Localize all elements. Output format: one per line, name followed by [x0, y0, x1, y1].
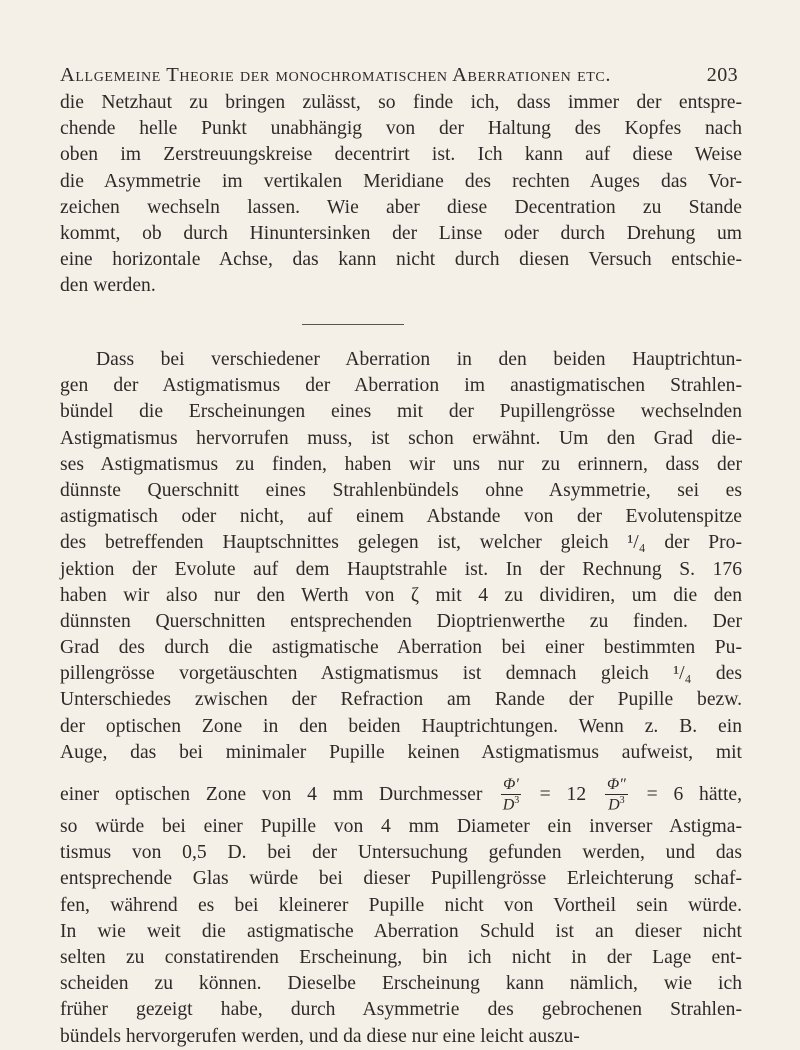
text-line: die Netzhaut zu bringen zulässt, so finde ich, dass immer der entspre- — [60, 92, 742, 113]
text-line: astigmatisch oder nicht, auf einem Abstande von der Evolutenspitze — [60, 506, 742, 528]
text-line: dünnste Querschnitt eines Strahlenbündels ohne Asymmetrie, sei es — [60, 479, 742, 501]
text-line: tismus von 0,5 D. bei der Untersuchung gefunden werden, und das — [60, 842, 742, 864]
text-line: ses Astigmatismus zu finden, haben wir uns nur zu erinnern, dass der — [60, 453, 742, 475]
fraction-phi-double-prime — [605, 777, 628, 813]
fraction-denominator: $D^3$ — [502, 795, 520, 814]
text-line: dünnsten Querschnitten entsprechenden Dioptrienwerthe zu finden. Der — [60, 610, 742, 632]
text-line: zeichen wechseln lassen. Wie aber diese Decentration zu Stande — [60, 196, 742, 218]
fraction-denominator: $D^3$ — [608, 795, 625, 814]
text-line: jektion der Evolute auf dem Hauptstrahle ist. In der Rechnung S. 176 — [60, 558, 742, 580]
fraction-numerator: Φ′ — [503, 776, 519, 794]
fraction-numerator: Φ″ — [606, 776, 626, 794]
text-line: so würde bei einer Pupille von 4 mm Diameter ein inverser Astigma- — [60, 816, 742, 837]
text-line: Unterschiedes zwischen der Refraction am Rande der Pupille bezw. — [60, 689, 742, 711]
text-line: scheiden zu können. Dieselbe Erscheinung kann nämlich, wie ich — [60, 973, 742, 995]
text-line: entsprechende Glas würde bei dieser Pupillengrösse Erleichterung schaf- — [60, 868, 742, 890]
text-line: fen, während es bei kleinerer Pupille nicht von Vortheil sein würde. — [60, 894, 742, 916]
text-line: den werden. — [60, 275, 156, 297]
text-line: früher gezeigt habe, durch Asymmetrie des gebrochenen Strahlen- — [60, 999, 742, 1021]
text-line: Dass bei verschiedener Aberration in den beiden Hauptrichtun- — [96, 349, 742, 370]
paragraph-1 — [60, 90, 742, 300]
running-head — [60, 64, 738, 87]
text-line: bündel die Erscheinungen eines mit der Pupillengrösse wechselnden — [60, 401, 742, 423]
text-line: des betreffenden Hauptschnittes gelegen ist, welcher gleich ¹/₄ der Pro- — [60, 532, 742, 554]
paragraph-2 — [60, 347, 742, 1050]
text-line: pillengrösse vorgetäuschten Astigmatismus ist demnach gleich ¹/₄ des — [60, 663, 742, 685]
text-line: Grad des durch die astigmatische Aberration bei einer bestimmten Pu- — [60, 637, 742, 659]
formula-equals-2: = 6 hätte, — [646, 784, 743, 805]
running-title: Allgemeine Theorie der monochromatischen Aberrationen etc. — [60, 64, 612, 86]
formula-line — [60, 772, 742, 812]
section-separator — [302, 324, 404, 325]
text-line: selten zu constatirenden Erscheinung, bin ich nicht in der Lage ent- — [60, 946, 742, 968]
formula-lead-text: einer optischen Zone von 4 mm Durchmesser — [60, 784, 483, 805]
text-line: chende helle Punkt unabhängig von der Haltung des Kopfes nach — [60, 118, 742, 140]
text-line: die Asymmetrie im vertikalen Meridiane des rechten Auges das Vor- — [60, 170, 742, 192]
text-line: haben wir also nur den Werth von ζ mit 4 zu dividiren, um die den — [60, 584, 742, 606]
text-line: bündels hervorgerufen werden, und da diese nur eine leicht auszu- — [60, 1025, 580, 1047]
page-number: 203 — [706, 64, 738, 86]
text-line: gen der Astigmatismus der Aberration im anastigmatischen Strahlen- — [60, 375, 742, 397]
fraction-phi-prime — [501, 777, 521, 813]
text-line: In wie weit die astigmatische Aberration Schuld ist an dieser nicht — [60, 920, 742, 942]
text-line: Astigmatismus hervorrufen muss, ist schon erwähnt. Um den Grad die- — [60, 427, 742, 449]
text-line: eine horizontale Achse, das kann nicht durch diesen Versuch entschie- — [60, 249, 742, 271]
text-line: der optischen Zone in den beiden Hauptrichtungen. Wenn z. B. ein — [60, 715, 742, 737]
formula-equals-1: = 12 — [539, 784, 587, 805]
text-line: kommt, ob durch Hinuntersinken der Linse oder durch Drehung um — [60, 222, 742, 244]
text-line: oben im Zerstreuungskreise decentrirt ist. Ich kann auf diese Weise — [60, 144, 742, 166]
text-line: Auge, das bei minimaler Pupille keinen Astigmatismus aufweist, mit — [60, 741, 742, 763]
